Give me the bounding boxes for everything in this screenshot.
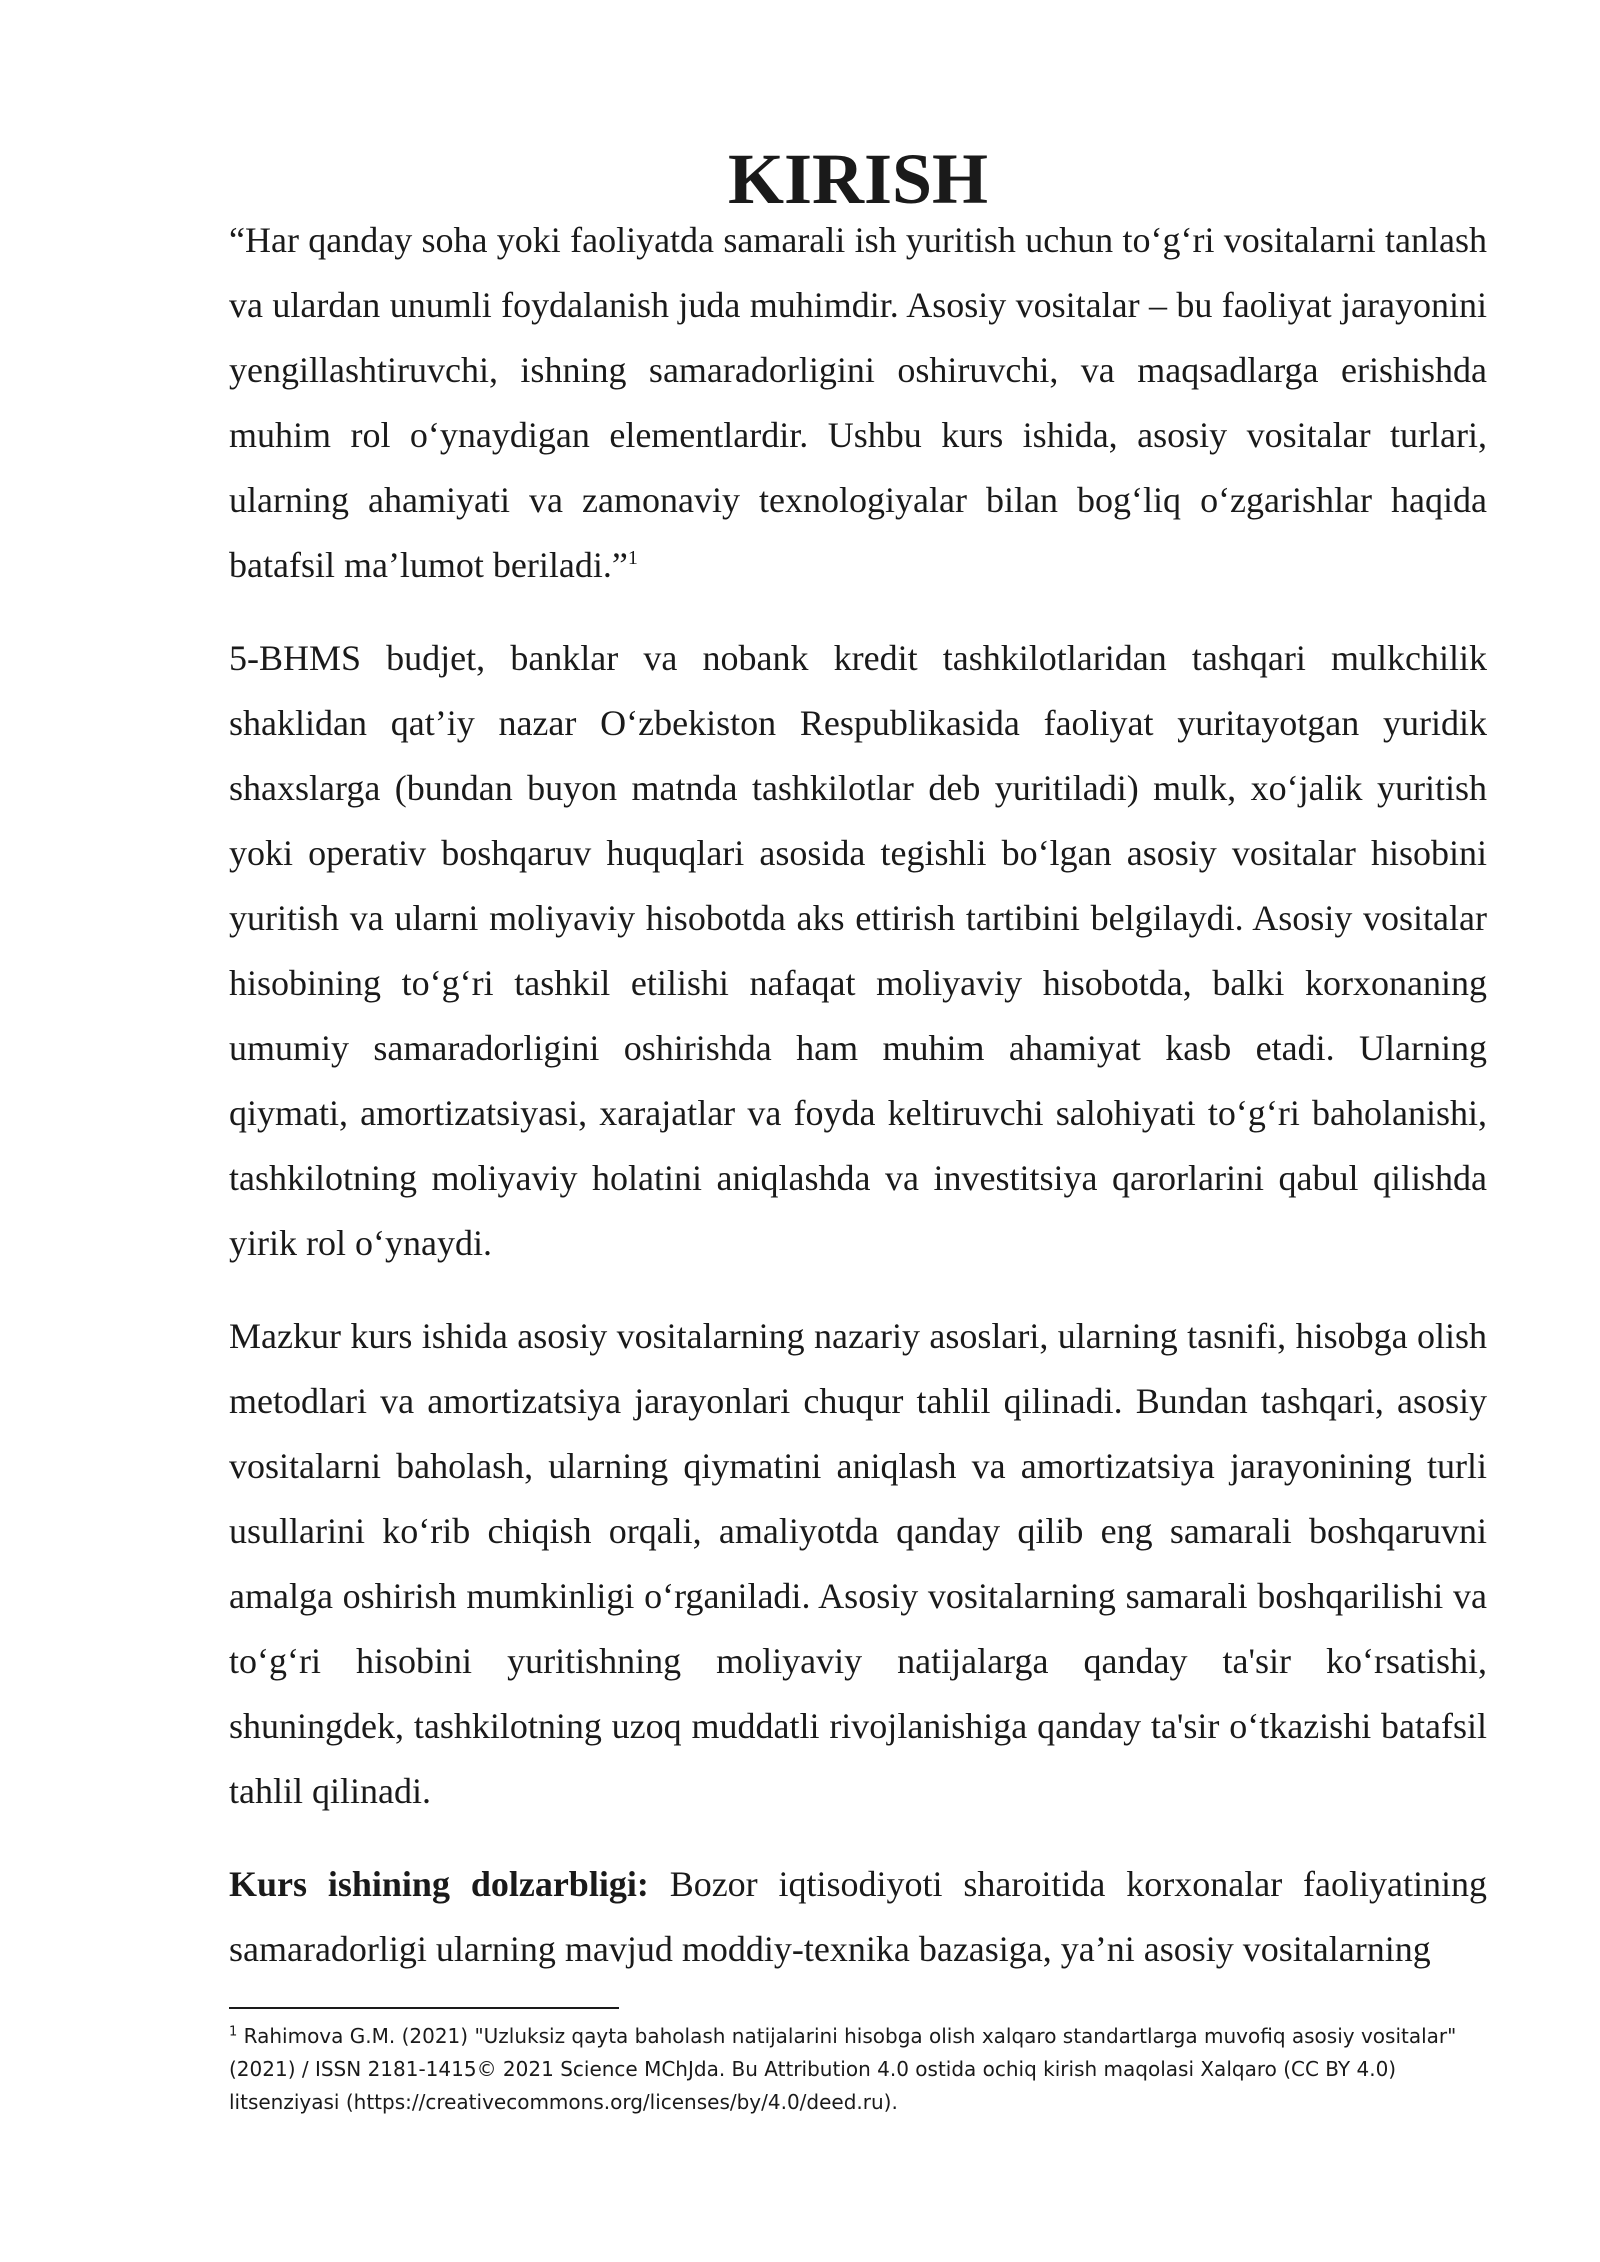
paragraph-standard: 5-BHMS budjet, banklar va nobank kredit tashkilotlaridan tashqari mulkchilik shaklidan qat’iy nazar O‘zbekiston Respublikasida faoliyat yuritayotgan yuridik shaxslarga (bundan buyon matnda tashkilotlar deb yuritiladi) mulk, xo‘jalik yuritish yoki operativ boshqaruv huquqlari asosida tegishli bo‘lgan asosiy vositalar hisobini yuritish va ularni moliyaviy hisobotda aks ettirish tartibini belgilaydi. Asosiy vositalar hisobining to‘g‘ri tashkil etilishi nafaqat moliyaviy hisobotda, balki korxonaning umumiy samaradorligini oshirishda ham muhim ahamiyat kasb etadi. Ularning qiymati, amortizatsiyasi, xarajatlar va foyda keltiruvchi salohiyati to‘g‘ri baholanishi, tashkilotning moliyaviy holatini aniqlashda va investitsiya qarorlarini qabul qilishda yirik rol o‘ynaydi. xyxy=(229,638,1487,1263)
page-title: KIRISH xyxy=(727,139,989,219)
paragraph-quote xyxy=(229,208,1487,598)
relevance-text: Bozor iqtisodiyoti sharoitida korxonalar faoliyatining samaradorligi ularning mavjud moddiy-texnika bazasiga, ya’ni asosiy vositalarning xyxy=(229,1864,1487,1969)
footnote-text: Rahimova G.M. (2021) "Uzluksiz qayta baholash natijalarini hisobga olish xalqaro standartlarga muvofiq asosiy vositalar" (2021) / ISSN 2181-1415© 2021 Science MChJda. Bu Attribution 4.0 ostida ochiq kirish maqolasi Xalqaro (CC BY 4.0) litsenziyasi (https://creativecommons.org/licenses/by/4.0/deed.ru). xyxy=(229,2024,1457,2114)
paragraph-relevance xyxy=(229,1852,1487,1982)
document-body xyxy=(229,139,1487,1982)
footnote-reference[interactable]: 1 xyxy=(627,547,638,569)
paragraph-quote-text: “Har qanday soha yoki faoliyatda samarali ish yuritish uchun to‘g‘ri vositalarni tanlash va ulardan unumli foydalanish juda muhimdir. Asosiy vositalar – bu faoliyat jarayonini yengillashtiruvchi, ishning samaradorligini oshiruvchi, va maqsadlarga erishishda muhim rol o‘ynaydigan elementlardir. Ushbu kurs ishida, asosiy vositalar turlari, ularning ahamiyati va zamonaviy texnologiyalar bilan bog‘liq o‘zgarishlar haqida batafsil ma’lumot beriladi.” xyxy=(229,220,1487,585)
footnote xyxy=(229,2020,1487,2119)
paragraph-course-overview: Mazkur kurs ishida asosiy vositalarning nazariy asoslari, ularning tasnifi, hisobga olish metodlari va amortizatsiya jarayonlari chuqur tahlil qilinadi. Bundan tashqari, asosiy vositalarni baholash, ularning qiymatini aniqlash va amortizatsiya jarayonining turli usullarini ko‘rib chiqish orqali, amaliyotda qanday qilib eng samarali boshqaruvni amalga oshirish mumkinligi o‘rganiladi. Asosiy vositalarning samarali boshqarilishi va to‘g‘ri hisobini yuritishning moliyaviy natijalarga qanday ta'sir ko‘rsatishi, shuningdek, tashkilotning uzoq muddatli rivojlanishiga qanday ta'sir o‘tkazishi batafsil tahlil qilinadi. xyxy=(229,1316,1487,1811)
footnote-divider xyxy=(229,2007,619,2009)
relevance-heading: Kurs ishining dolzarbligi: xyxy=(229,1864,649,1904)
footnote-number: 1 xyxy=(229,2024,238,2040)
